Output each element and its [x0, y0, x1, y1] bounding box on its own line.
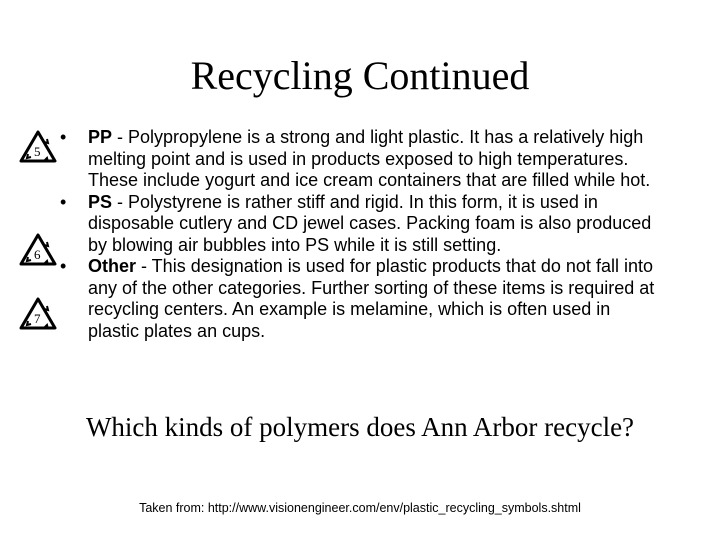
bullet-glyph: •	[60, 127, 67, 147]
plastic-description: - This designation is used for plastic products that do not fall into any of the other categories. Further sorting of these items is required at recycling centers. An example is melamine, which is often used in plastic plates an cups.	[88, 256, 655, 341]
recycle-6-code: 6	[34, 247, 41, 262]
plastic-code-list	[60, 127, 664, 342]
list-item-other	[60, 256, 664, 342]
discussion-question: Which kinds of polymers does Ann Arbor recycle?	[85, 412, 635, 442]
plastic-term: PP	[88, 127, 113, 147]
recycle-5-code: 5	[34, 144, 41, 159]
plastic-term: PS	[88, 191, 113, 212]
recycle-7-code: 7	[34, 311, 41, 326]
source-citation: Taken from: http://www.visionengineer.com/env/plastic_recycling_symbols.shtml	[139, 501, 581, 515]
list-item-pp	[60, 127, 664, 192]
plastic-term: Other	[88, 256, 137, 276]
bullet-glyph: •	[60, 256, 67, 276]
bullet-glyph: •	[60, 191, 67, 212]
recycle-5-icon	[18, 128, 58, 168]
slide-title: Recycling Continued	[190, 53, 530, 98]
recycle-7-icon	[18, 295, 58, 335]
list-item-ps	[60, 192, 664, 257]
plastic-description: - Polypropylene is a strong and light plastic. It has a relatively high melting point and is used in products exposed to high temperatures. These include yogurt and ice cream containers that are filled while hot.	[88, 127, 651, 190]
recycle-6-icon	[18, 231, 58, 271]
plastic-description: - Polystyrene is rather stiff and rigid. In this form, it is used in disposable cutlery and CD jewel cases. Packing foam is also produced by blowing air bubbles into PS while it is still setting.	[88, 191, 652, 255]
